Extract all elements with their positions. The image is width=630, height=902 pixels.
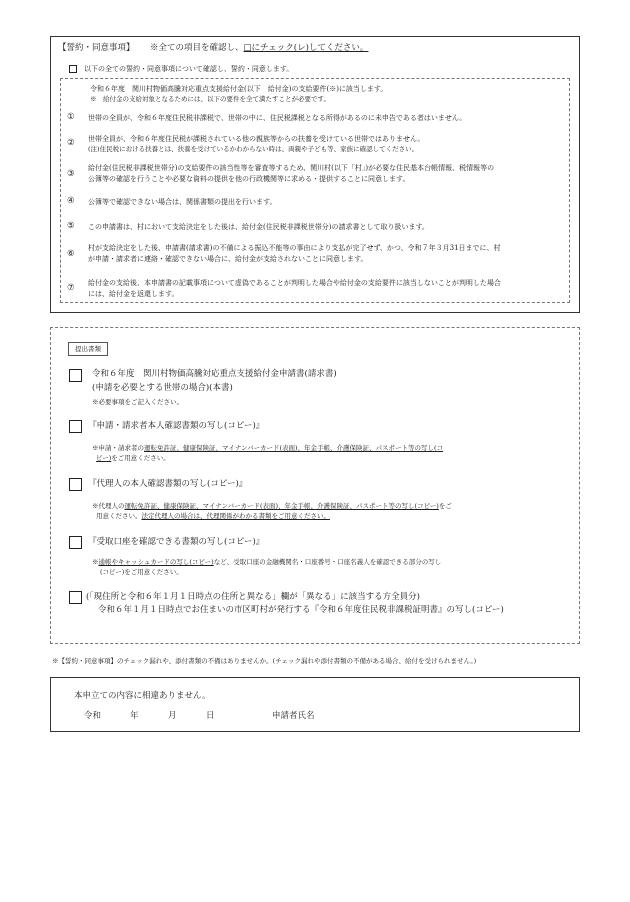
note-suffix: など、受取口座の金融機関名・口座番号・口座名義人を確認できる部分の写し	[213, 558, 442, 566]
note-prefix: ※	[92, 558, 99, 566]
pledge-intro-line1: 令和６年度 関川村物価高騰対応重点支援給付金(以下 給付金)の支給要件(※)に該当します。	[90, 85, 388, 93]
date-era-label: 令和	[84, 711, 102, 721]
pledge-item-number: ②	[67, 138, 75, 148]
note-prefix: 用意ください。	[96, 512, 142, 520]
doc-bank-account-title: 『受取口座を確認できる書類の写し(コピー)』	[88, 537, 265, 547]
doc-tax-certificate-subtitle: 令和６年１月１日時点でお住まいの市区町村が発行する『令和６年度住民税非課税証明書』の写し(コピー)	[98, 605, 504, 615]
date-month-label: 月	[168, 711, 177, 721]
note-suffix: をご	[438, 502, 452, 510]
footer-note: ※【誓約・同意事項】のチェック漏れや、添付書類の不備はありませんか。(チェック漏れや添付書類の不備がある場合、給付を受けられません。)	[52, 657, 477, 665]
doc-applicant-id-note	[92, 444, 443, 453]
doc-application-note: ※必要事項をご記入ください。	[92, 398, 183, 406]
doc-bank-account-note	[92, 558, 441, 567]
pledge-items-box	[60, 78, 570, 303]
pledge-item-text: この申請書は、村において支給決定をした後は、給付金(住民税非課税世帯分)の請求書として取り扱います。	[88, 223, 429, 231]
note-underlined: 通帳やキャッシュカードの写し(コピー)	[98, 558, 214, 566]
date-year-label: 年	[130, 711, 139, 721]
pledge-item-number: ⑥	[67, 249, 75, 259]
master-consent-checkbox[interactable]	[69, 65, 77, 73]
pledge-instruction-underlined: □にチェック(レ)してください。	[243, 43, 369, 53]
doc-bank-account-note-line2: (コピー)をご用意ください。	[100, 568, 183, 576]
date-day-label: 日	[206, 711, 215, 721]
documents-section-label: 提出書類	[68, 342, 108, 356]
doc-agent-id-title: 『代理人の本人確認書類の写し(コピー)』	[88, 479, 248, 489]
pledge-item-text: 世帯の全員が、令和６年度住民税非課税で、世帯の中に、住民税課税となる所得があるのに未申告である者はいません。	[88, 114, 467, 122]
doc-applicant-id-note-line2	[96, 454, 170, 463]
doc-applicant-id-title: 『申請・請求者本人確認書類の写し(コピー)』	[88, 421, 265, 431]
pledge-item-text: 給付金の支給後、本申請書の記載事項について虚偽であることが判明した場合や給付金の支給要件に該当しないことが判明した場合	[88, 279, 501, 287]
pledge-item-number: ③	[67, 169, 75, 179]
doc-application-subtitle: (申請を必要とする世帯の場合)(本書)	[92, 383, 233, 393]
pledge-item-text: 公簿等の確認を行うことや必要な資料の提供を他の行政機関等に求める・提供することに同意します。	[88, 175, 410, 183]
confirmation-statement: 本申立ての内容に相違ありません。	[74, 691, 211, 701]
note-underlined: 法定代理人の場合は、代理関係がわかる書類をご用意ください。	[141, 512, 330, 520]
note-prefix: ※申請・請求者の	[92, 444, 144, 452]
doc-agent-id-note-line2	[96, 512, 330, 521]
master-consent-label: 以下の全ての誓約・同意事項について確認し、誓約・同意します。	[84, 65, 294, 73]
pledge-item-number: ⑦	[67, 283, 75, 293]
pledge-item-text: 給付金(住民税非課税世帯分)の支給要件の該当性等を審査等するため、関川村(以下「村」)が必要な住民基本台帳情報、税情報等の	[88, 164, 495, 172]
doc-application-checkbox[interactable]	[69, 369, 82, 382]
pledge-item-text: 世帯全員が、令和６年度住民税が課税されている他の親族等からの扶養を受けている世帯ではありません。	[88, 135, 425, 143]
pledge-item-text: 村が支給決定をした後、申請書(請求書)の不備による振込不能等の事由により支払が完了せず、かつ、令和７年３月31日までに、村	[88, 244, 501, 252]
note-underlined: ピー)	[96, 454, 112, 462]
confirmation-box	[50, 677, 580, 732]
pledge-item-number: ④	[67, 196, 75, 206]
doc-applicant-id-checkbox[interactable]	[69, 420, 82, 433]
note-underlined: 運転免許証、健康保険証、マイナンバーカード(表面)、年金手帳、介護保険証、パスポート等の写し(コピー)	[124, 502, 439, 510]
doc-agent-id-checkbox[interactable]	[69, 478, 82, 491]
pledge-item-text: (注)住民税における扶養とは、扶養を受けているかわからない時は、両親や子ども等、家族に確認してください。	[88, 145, 419, 153]
applicant-name-label: 申請者氏名	[272, 711, 315, 721]
pledge-intro-line2: ※ 給付金の支給対象となるためには、以下の要件を全て満たすことが必要です。	[90, 95, 330, 103]
note-prefix: ※代理人の	[92, 502, 125, 510]
pledge-item-text: が申請・請求者に連絡・確認できない場合に、給付金が支給されないことに同意します。	[88, 255, 368, 263]
doc-tax-certificate-checkbox[interactable]	[69, 591, 82, 604]
pledge-instruction	[150, 42, 368, 54]
note-underlined: 運転免許証、健康保険証、マイナンバーカード(表面)、年金手帳、介護保険証、パスポート等の写し(コ	[144, 444, 444, 452]
doc-tax-certificate-title: (「現住所と令和６年１月１日時点の住所と異なる」欄が「異なる」に該当する方全員分)	[86, 592, 420, 602]
pledge-item-text: 公簿等で確認できない場合は、関係書類の提出を行います。	[88, 198, 277, 206]
doc-bank-account-checkbox[interactable]	[69, 536, 82, 549]
pledge-instruction-prefix: ※全ての項目を確認し、	[150, 43, 244, 53]
note-suffix: をご用意ください。	[111, 454, 170, 462]
pledge-title: 【誓約・同意事項】	[58, 43, 135, 53]
pledge-item-text: には、給付金を返還します。	[88, 290, 179, 298]
doc-agent-id-note	[92, 502, 452, 511]
pledge-item-number: ①	[67, 112, 75, 122]
pledge-item-number: ⑤	[67, 221, 75, 231]
doc-application-title: 令和６年度 関川村物価高騰対応重点支援給付金申請書(請求書)	[92, 369, 337, 379]
